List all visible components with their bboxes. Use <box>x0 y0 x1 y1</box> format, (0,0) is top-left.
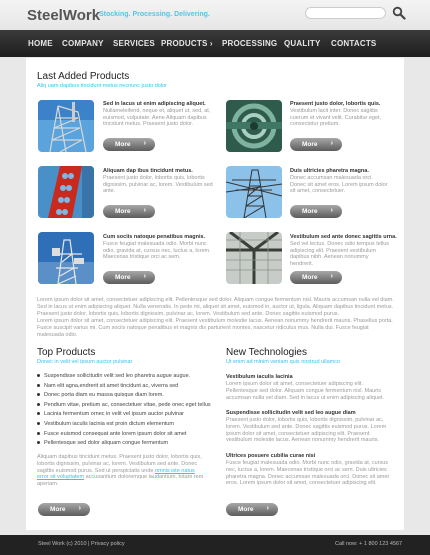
list-item[interactable]: Vestibulum iaculis lacinia est proin dictum elementum <box>37 421 197 431</box>
product-title[interactable]: Cum sociis natoque penatibus magnis. <box>103 234 206 240</box>
product-image-lattice-tower[interactable] <box>38 232 94 284</box>
chevron-right-icon: › <box>330 207 333 214</box>
site-tagline: Stocking. Processing. Delivering. <box>99 11 210 18</box>
product-desc: Fusce feugiat malesuada odio. Morbi nunc odio, gravida at, cursus nec, luctus a, lorem. Maecenas tristique orci ac sem. <box>103 241 211 260</box>
site-logo[interactable]: SteelWork <box>27 7 101 24</box>
tech-entry-title[interactable]: Ultrices posuere cubilia curae nisi <box>226 453 316 459</box>
nav-home[interactable]: HOME <box>28 39 53 48</box>
tech-entry-text: Lorem ipsum dolor sit amet, consectetuer adipiscing elit. Pellentesque sed dolor. Aliquam congue fermentum nisl. Mauris accumsan nulla vel diam. Sed in lacus ut enim adipiscing aliquet. <box>226 381 385 401</box>
top-products-title: Top Products <box>37 347 96 358</box>
tech-entry-text: Fusce feugiat malesuada odio. Morbi nunc odio, gravida at, cursus nec, luctus a, lorem. Maecenas tristique orci ac sem. Duis ultricies pharetra magna. Donec accumsan malesuada orci. Donec sit amet eros. Lorem ipsum dolor sit amet, consectetuer adipiscing elit. <box>226 460 389 487</box>
more-button[interactable]: More › <box>103 205 155 218</box>
last-added-subtitle: Aliq uam dapibus tincidunt metus necnunc justo dolor <box>37 83 167 89</box>
bullet-icon <box>37 412 40 415</box>
tech-entry-title[interactable]: Suspendisse sollicitudin velit sed leo augue diam <box>226 410 356 416</box>
product-desc: Praesent justo dolor, lobortis quis, lobortis dignissim, pulvinar ac, lorem. Vestibulum sed ante. <box>103 175 213 194</box>
chevron-right-icon: › <box>143 140 146 147</box>
footer-phone: Call now: + 1 800 123 4567 <box>335 541 403 547</box>
nav-services[interactable]: SERVICES <box>113 39 155 48</box>
top-products-list <box>37 373 211 450</box>
top-products-subtitle: Donec in velit vel ipsum auctor pulvinar <box>37 359 133 365</box>
bullet-icon <box>37 432 40 435</box>
top-products-paragraph: Aliquam dapibus tincidunt metus. Praesent justo dolor, lobortis quis, lobortis dignissim, pulvinar ac, lorem. Vestibulum sed ante. Donec sagittis euismod purus. Sed ut perspiciatis unde omnis iste natus error sit voluptatem accusantium doloremque laudantium, totam rem aperiam. <box>37 454 204 488</box>
product-image-red-beam[interactable] <box>38 166 94 218</box>
bullet-icon <box>37 374 40 377</box>
more-button[interactable]: More › <box>38 503 90 516</box>
search-icon[interactable] <box>392 6 406 20</box>
list-item[interactable]: Pendium vitae, pretium ac, consectetuer vitae, pede onec eget tellus <box>37 402 197 412</box>
product-desc: Nullameleifend, neque et, aliquet ut, sed, at, euismod, vulputate. Aene Aliquam dapibus tincidunt metus. Praesent justo dolor. <box>103 108 211 127</box>
product-title[interactable]: Sed in lacus ut enim adipiscing aliquet. <box>103 101 206 107</box>
nav-products[interactable]: PRODUCTS › <box>161 39 213 48</box>
list-item[interactable]: Nam elit agna,endrerit sit amet tincidunt ac, viverra sed <box>37 383 197 393</box>
product-title[interactable]: Vestibulum sed ante donec sagittis urna. <box>290 234 397 240</box>
more-button[interactable]: More › <box>290 271 342 284</box>
tech-entry-title[interactable]: Vestibulum iaculis lacinia <box>226 374 293 380</box>
more-button[interactable]: More › <box>103 138 155 151</box>
top-bar <box>0 0 430 30</box>
nav-company[interactable]: COMPANY <box>62 39 104 48</box>
product-image-girders[interactable] <box>226 232 282 284</box>
product-desc: Vestibulum lacit inter. Donec sagittis cuerum et vivant velit. Curabitur eget, consectetur pretium. <box>290 108 382 127</box>
more-button[interactable]: More › <box>226 503 278 516</box>
list-item[interactable]: Pellentesque sed dolor aliquam congue fermentum <box>37 440 197 450</box>
tech-entry-text: Praesent justo dolor, lobortis quis, lobortis dignissim, pulvinar ac, lorem. Vestibulum sed ante. Donec sagittis euismod purus. Lorem ipsum dolor sit amet, consectetuer adipiscing elit. Praesent vestibulum molestie lacus. Aenean nonummy hendrerit mauris. <box>226 417 387 444</box>
product-desc: Donec accumsan malesuada orci. Donec sit amet eros. Lorem ipsum dolor sit amet, consectetuer. <box>290 175 388 194</box>
last-added-title: Last Added Products <box>37 71 130 82</box>
search-input[interactable] <box>305 7 386 19</box>
bullet-icon <box>37 403 40 406</box>
intro-paragraph: Lorem ipsum dolor sit amet, consectetuer adipiscing elit. Pellentesque sed dolor. Aliquam congue fermentum nisl. Mauris accumsan nulla vel diam. Sed in lacus ut enim adipiscing aliquet. Nulla venenatis. In pede mi, aliquet sit amet, euismod in, auctor ut, ligula. Aliquam dapibus tincidunt metus. Praesent justo dolor, lobortis quis, lobortis dignissim, pulvinar ac, lorem. Vestibulum sed ante. Donec sagittis euismod purus. <box>37 297 394 317</box>
nav-processing[interactable]: PROCESSING <box>222 39 278 48</box>
product-image-pipes[interactable] <box>226 100 282 152</box>
bullet-icon <box>37 393 40 396</box>
chevron-right-icon: › <box>266 505 269 512</box>
bullet-icon <box>37 422 40 425</box>
chevron-right-icon: › <box>143 207 146 214</box>
chevron-right-icon: › <box>78 505 81 512</box>
new-tech-title: New Technologies <box>226 347 307 358</box>
bullet-icon <box>37 441 40 444</box>
product-image-pylon[interactable] <box>226 166 282 218</box>
main-nav <box>0 30 430 57</box>
chevron-right-icon: › <box>143 273 146 280</box>
list-item[interactable]: Donec porta diam eu massa quisque diam lorem. <box>37 392 197 402</box>
more-button[interactable]: More › <box>290 138 342 151</box>
more-button[interactable]: More › <box>290 205 342 218</box>
footer <box>0 535 430 555</box>
list-item[interactable]: Lacinia fermentum ornec in velit vel ipsum auctor pulvinar <box>37 411 197 421</box>
list-item[interactable]: Suspendisse sollicitudin velit sed leo pharetra augue augue. <box>37 373 197 383</box>
product-desc: Sed vel lectus. Donec odio tempus tellus adipiscing elit. Praesent vestibulum dapibus nibh. Aenean nonummy hendrerit. <box>290 241 390 267</box>
nav-contacts[interactable]: CONTACTS <box>331 39 377 48</box>
nav-quality[interactable]: QUALITY <box>284 39 321 48</box>
inline-link[interactable]: omnis iste natus error sit voluptatem <box>37 467 195 481</box>
more-button[interactable]: More › <box>103 271 155 284</box>
product-image-tower[interactable] <box>38 100 94 152</box>
product-title[interactable]: Aliquam dap ibus tincidunt metus. <box>103 168 193 174</box>
list-item[interactable]: Fusce euismod consequat ante lorem ipsum dolor sit amet <box>37 431 197 441</box>
chevron-right-icon: › <box>330 273 333 280</box>
product-title[interactable]: Praesent justo dolor, lobortis quis. <box>290 101 381 107</box>
intro-paragraph: Lorem ipsum dolor sit amet, consectetuer adipiscing elit. Praesent vestibulum molestie lacus. Aenean nonummy hendrerit mauris. Phasellus porta. Fusce suscipit varius mi. Cum sociis natoque penatibus et magnis dis parturient montes, nascetur ridiculus mus. Nulla dui. Fusce feugiat malesuada odio. <box>37 318 393 338</box>
footer-copyright[interactable]: Steel Work (c) 2010 | Privacy policy <box>38 541 125 547</box>
product-title[interactable]: Duis ultricies pharetra magna. <box>290 168 369 174</box>
chevron-right-icon: › <box>330 140 333 147</box>
new-tech-subtitle: Ut enim ad minim veniam quis nostrud ullamco <box>226 359 341 365</box>
bullet-icon <box>37 384 40 387</box>
